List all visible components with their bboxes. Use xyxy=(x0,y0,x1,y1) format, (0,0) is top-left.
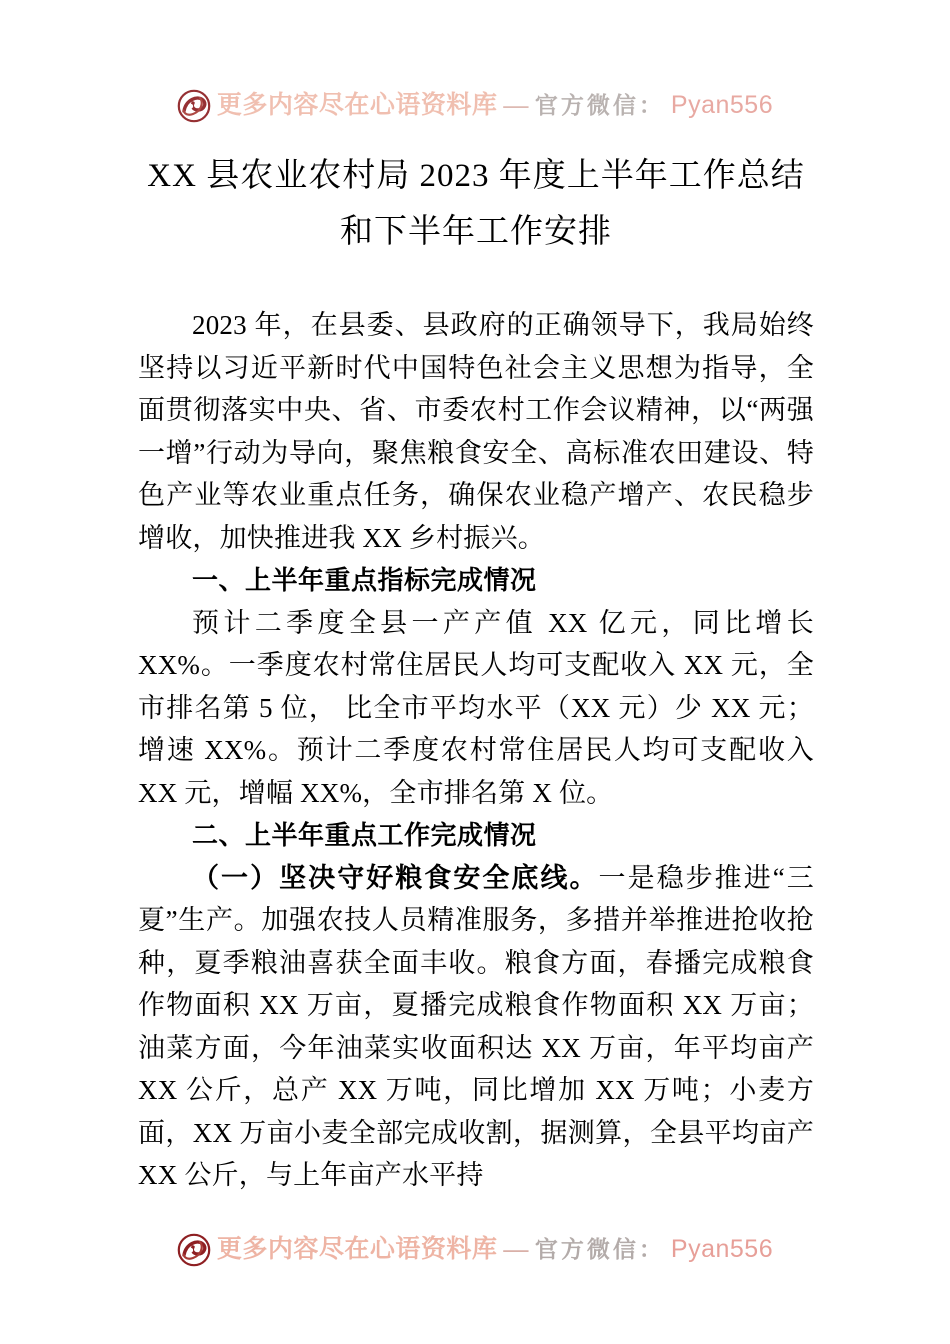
swirl-logo-icon xyxy=(177,89,211,123)
document-body xyxy=(138,148,814,1197)
section-body-1: 预计二季度全县一产产值 XX 亿元，同比增长 XX%。一季度农村常住居民人均可支配收入 XX 元，全市排名第 5 位， 比全市平均水平（XX 元）少 XX 元；增速 XX%。预计二季度农村常住居民人均可支配收入 XX 元，增幅 XX%，全市排名第 X 位。 xyxy=(138,607,814,808)
watermark-top xyxy=(0,88,950,122)
watermark-main-text: 更多内容尽在心语资料库 xyxy=(216,91,498,119)
section-heading-2: 二、上半年重点工作完成情况 xyxy=(192,820,537,850)
title-spacer xyxy=(138,260,814,304)
watermark-wechat-label: 官方微信： xyxy=(534,1236,665,1262)
page-title: XX 县农业农村局 2023 年度上半年工作总结和下半年工作安排 xyxy=(147,158,805,250)
watermark-dash: — xyxy=(503,1235,529,1263)
intro-paragraph: 2023 年，在县委、县政府的正确领导下，我局始终坚持以习近平新时代中国特色社会主义思想为指导，全面贯彻落实中央、省、市委农村工作会议精神，以“两强一增”行动为导向，聚焦粮食安全、高标准农田建设、特色产业等农业重点任务，确保农业稳产增产、农民稳步增收，加快推进我 XX 乡村振兴。 xyxy=(138,310,814,553)
watermark-wechat-handle: Pyan556 xyxy=(670,90,774,119)
subsection-lead-label: （一）坚决守好粮食安全底线。 xyxy=(192,862,599,893)
subsection-body-text: 一是稳步推进“三夏”生产。加强农技人员精准服务，多措并举推进抢收抢种，夏季粮油喜获全面丰收。粮食方面，春播完成粮食作物面积 XX 万亩，夏播完成粮食作物面积 XX 万亩；油菜方面，今年油菜实收面积达 XX 万亩，年平均亩产 XX 公斤，总产 XX 万吨，同比增加 XX 万吨；小麦方面，XX 万亩小麦全部完成收割，据测算，全县平均亩产 XX 公斤，与上年亩产水平持 xyxy=(138,862,814,1190)
watermark-main-text: 更多内容尽在心语资料库 xyxy=(216,1235,498,1263)
watermark-wechat-handle: Pyan556 xyxy=(670,1234,774,1263)
section-heading-1: 一、上半年重点指标完成情况 xyxy=(192,565,537,595)
watermark-wechat-label: 官方微信： xyxy=(534,92,665,118)
swirl-logo-icon xyxy=(177,1233,211,1267)
watermark-dash: — xyxy=(503,91,529,119)
section-body-2 xyxy=(138,857,814,1197)
watermark-bottom xyxy=(0,1232,950,1266)
